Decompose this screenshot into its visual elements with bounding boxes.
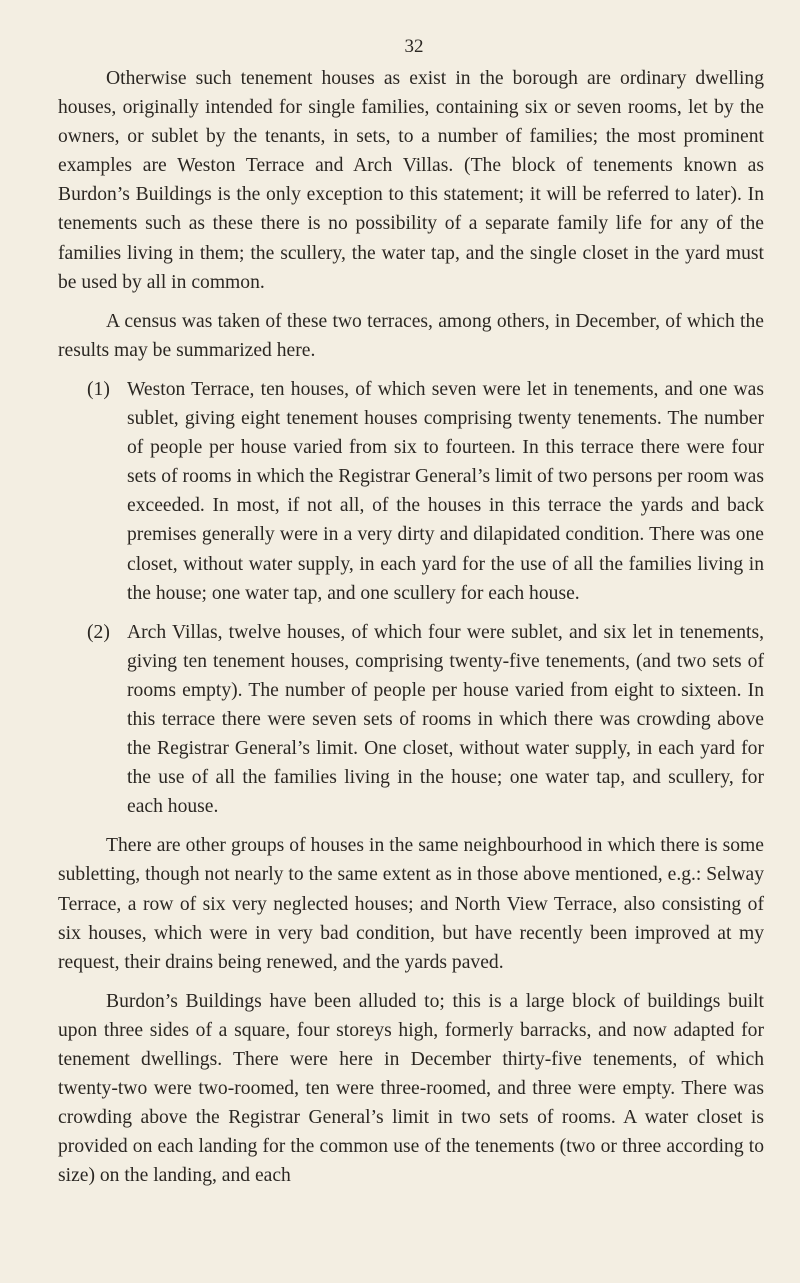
- list-item-arch-villas: [87, 618, 764, 822]
- list-item-number: (1): [87, 378, 110, 400]
- paragraph-burdons-buildings: Burdon’s Buildings have been alluded to; this is a large block of buildings built upon three sides of a square, four storeys high, formerly barracks, and now adapted for tenement dwellings. There were here in December thirty-five tenements, of which twenty-two were two-roomed, ten were three-roomed, and three were empty. There was crowding above the Registrar General’s limit in two sets of rooms. A water closet is provided on each landing for the common use of the tenements (two or three according to size) on the landing, and each: [58, 990, 764, 1187]
- list-item-number: (2): [87, 621, 110, 643]
- list-item-text: Arch Villas, twelve houses, of which four were sublet, and six let in tenements, giving ten tenement houses, comprising twenty-five tenements, (and two sets of rooms empty). The number of people per house varied from eight to sixteen. In this terrace there were seven sets of rooms in which there was crowding above the Registrar General’s limit. One closet, without water supply, in each yard for the use of all the families living in the house; one water tap, and scullery, for each house.: [127, 621, 764, 818]
- paragraph-other-groups: There are other groups of houses in the same neighbourhood in which there is some subletting, though not nearly to the same extent as in those above mentioned, e.g.: Selway Terrace, a row of six very neglected houses; and North View Terrace, also consisting of six houses, which were in very bad condition, but have recently been improved at my request, their drains being renewed, and the yards paved.: [58, 835, 764, 973]
- list-item-text: Weston Terrace, ten houses, of which seven were let in tenements, and one was sublet, giving eight tenement houses comprising twenty tenements. The number of people per house varied from six to fourteen. In this terrace there were four sets of rooms in which the Registrar General’s limit of two persons per room was exceeded. In most, if not all, of the houses in this terrace the yards and back premises generally were in a very dirty and dilapidated condition. There was one closet, without water supply, in each yard for the use of all the families living in the house; one water tap, and one scullery for each house.: [127, 378, 764, 604]
- paragraph-tenement-houses: Otherwise such tenement houses as exist in the borough are ordinary dwelling houses, originally intended for single families, containing six or seven rooms, let by the owners, or sublet by the tenants, in sets, to a number of families; the most prominent examples are Weston Terrace and Arch Villas. (The block of tenements known as Burdon’s Buildings is the only exception to this statement; it will be referred to later). In tenements such as these there is no possibility of a separate family life for any of the families living in them; the scullery, the water tap, and the single closet in the yard must be used by all in common.: [58, 68, 764, 293]
- list-item-weston-terrace: [87, 375, 764, 608]
- paragraph-census: A census was taken of these two terraces, among others, in December, of which the results may be summarized here.: [58, 310, 764, 361]
- page-number: 32: [404, 36, 424, 57]
